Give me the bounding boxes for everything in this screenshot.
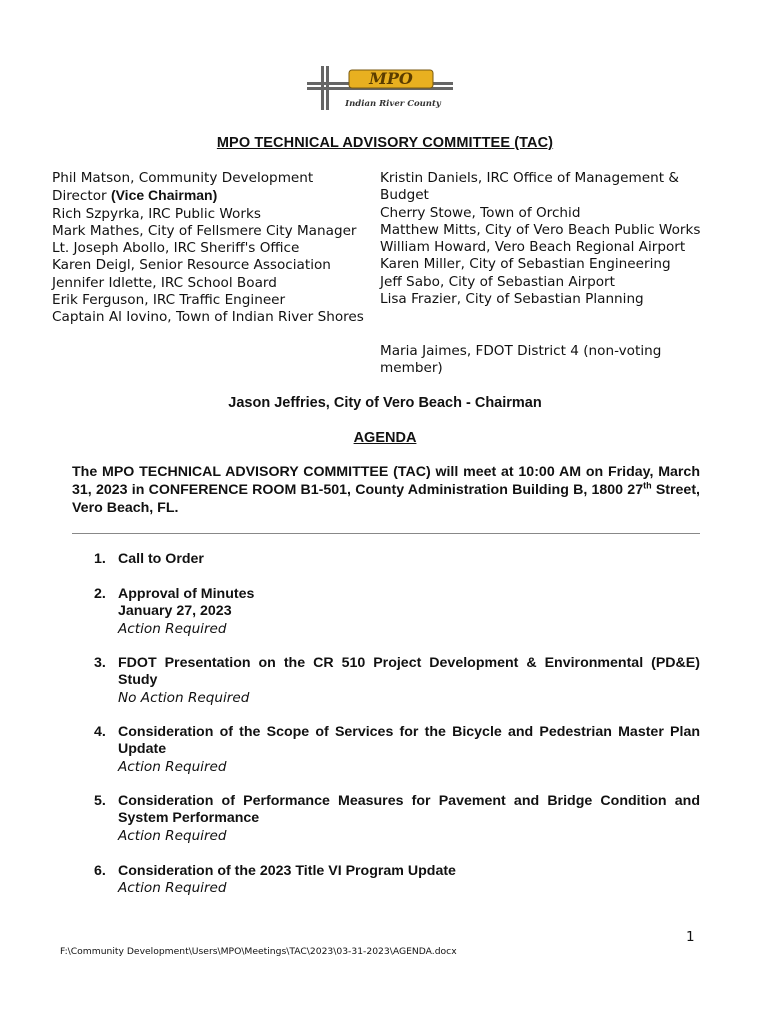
item-date: January 27, 2023 xyxy=(118,603,232,620)
member-line: Lt. Joseph Abollo, IRC Sheriff's Office xyxy=(52,240,300,257)
item-title: Consideration of Performance Measures for Pavement and Bridge Condition and System Performance xyxy=(118,793,700,827)
item-title: FDOT Presentation on the CR 510 Project Development & Environmental (PD&E) Study xyxy=(118,655,700,689)
vice-chair-label: (Vice Chairman) xyxy=(110,187,218,204)
agenda-item xyxy=(94,793,700,845)
item-title: Consideration of the 2023 Title VI Program Update xyxy=(118,863,456,879)
item-action: Action Required xyxy=(118,758,227,775)
agenda-item xyxy=(94,863,700,898)
meeting-notice: The MPO TECHNICAL ADVISORY COMMITTEE (TAC) will meet at 10:00 AM on Friday, March 31, 2023 in CONFERENCE ROOM B1-501, County Administration Building B, 1800 27th Street, Vero Beach, FL. xyxy=(72,464,700,516)
member-line: Lisa Frazier, City of Sebastian Planning xyxy=(380,291,644,308)
agenda-item xyxy=(94,551,700,568)
ordinal-suffix: th xyxy=(643,480,652,491)
agenda-item xyxy=(94,586,700,638)
item-title: Call to Order xyxy=(118,551,204,567)
divider xyxy=(72,533,700,534)
item-number: 5. xyxy=(94,793,106,809)
logo-tagline: Indian River County xyxy=(345,99,441,109)
item-title: Consideration of the Scope of Services for the Bicycle and Pedestrian Master Plan Update xyxy=(118,724,700,758)
member-line: Cherry Stowe, Town of Orchid xyxy=(380,204,581,221)
agenda-item xyxy=(94,724,700,776)
member-line: Phil Matson, Community Development Director (Vice Chairman) xyxy=(52,170,314,205)
item-title: Approval of Minutes xyxy=(118,586,255,602)
item-action: Action Required xyxy=(118,880,227,897)
mpo-logo xyxy=(305,64,455,114)
spacer xyxy=(380,308,725,343)
item-number: 6. xyxy=(94,863,106,879)
item-number: 3. xyxy=(94,655,106,671)
member-line: Mark Mathes, City of Fellsmere City Manager xyxy=(52,222,357,239)
item-action: Action Required xyxy=(118,620,227,637)
agenda-item xyxy=(94,655,700,707)
member-line: Jennifer Idlette, IRC School Board xyxy=(52,274,277,291)
members-right xyxy=(380,170,725,378)
file-path-footer: F:\Community Development\Users\MPO\Meetings\TAC\2023\03-31-2023\AGENDA.docx xyxy=(60,946,457,957)
committee-title: MPO TECHNICAL ADVISORY COMMITTEE (TAC) xyxy=(216,135,554,151)
non-voting-member: Maria Jaimes, FDOT District 4 (non-voting member) xyxy=(380,342,662,377)
member-line: Captain Al Iovino, Town of Indian River Shores xyxy=(52,309,364,326)
member-line: Karen Miller, City of Sebastian Engineering xyxy=(380,256,671,273)
member-line: Erik Ferguson, IRC Traffic Engineer xyxy=(52,292,286,309)
member-line: Jeff Sabo, City of Sebastian Airport xyxy=(380,273,615,290)
member-line: William Howard, Vero Beach Regional Airport xyxy=(380,239,686,256)
member-line: Karen Deigl, Senior Resource Association xyxy=(52,257,331,274)
chairman-line: Jason Jeffries, City of Vero Beach - Chairman xyxy=(228,395,542,411)
member-line: Rich Szpyrka, IRC Public Works xyxy=(52,205,261,222)
item-number: 2. xyxy=(94,586,106,602)
item-number: 4. xyxy=(94,724,106,740)
member-line: Kristin Daniels, IRC Office of Management & Budget xyxy=(380,170,679,204)
agenda-heading: AGENDA xyxy=(353,430,417,446)
logo-mark: MPO xyxy=(369,69,413,88)
item-action: No Action Required xyxy=(118,689,250,706)
members-left xyxy=(52,170,368,327)
item-number: 1. xyxy=(94,551,106,567)
page-number: 1 xyxy=(686,929,695,945)
item-action: Action Required xyxy=(118,827,227,844)
member-line: Matthew Mitts, City of Vero Beach Public Works xyxy=(380,221,701,238)
